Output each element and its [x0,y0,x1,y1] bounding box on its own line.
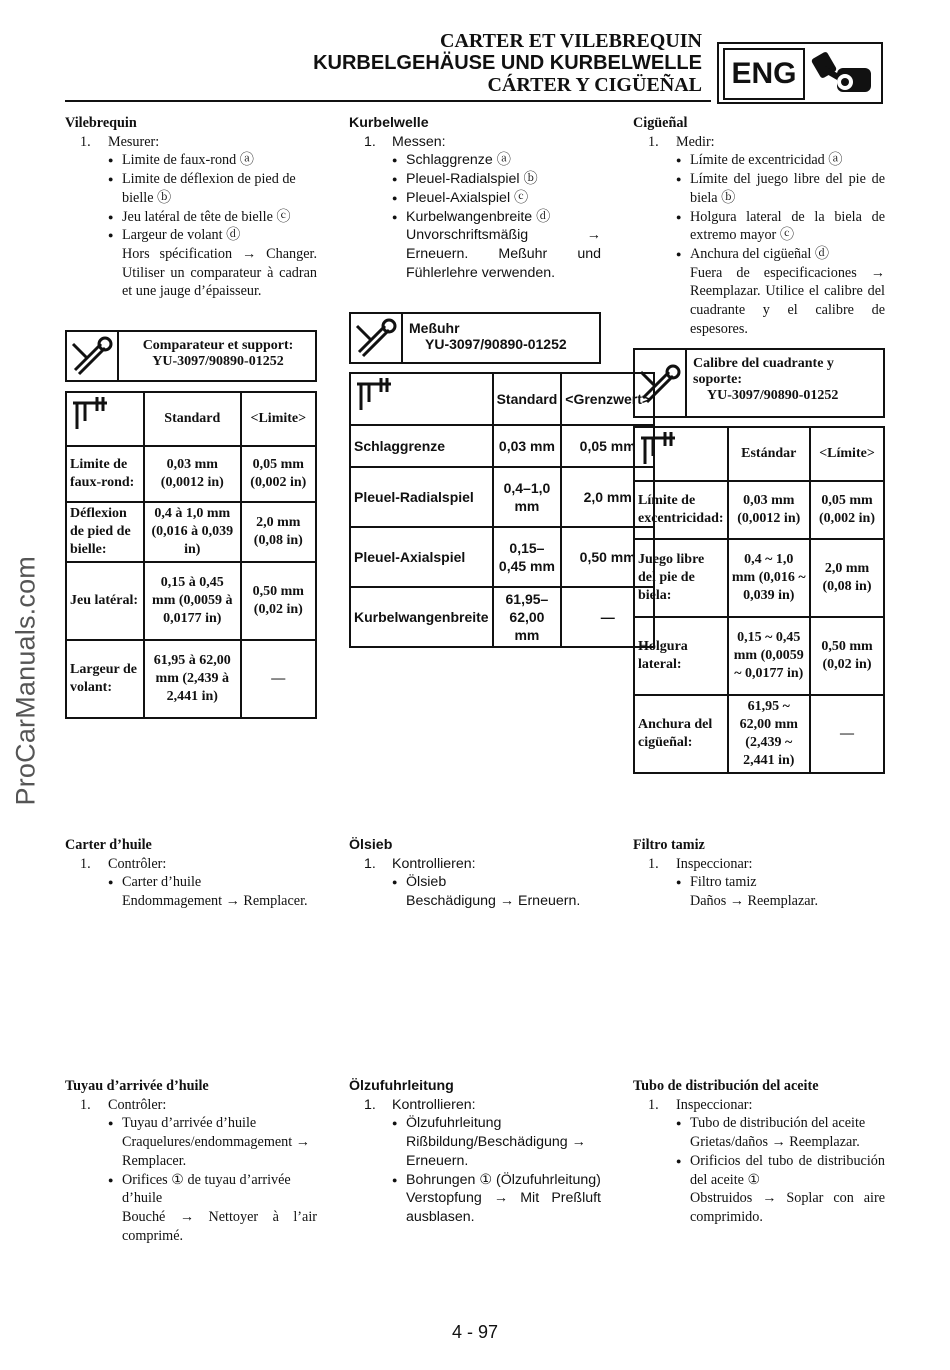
de-row-3-std: 0,15–0,45 mm [493,527,562,587]
special-tool-icon [635,350,687,416]
fr-row-4-std: 61,95 à 62,00 mm (2,439 à 2,441 in) [144,640,241,718]
page-header [313,30,702,96]
de-row-4-limit: — [561,587,654,647]
es-crank-step: 1. Medir: [648,133,715,150]
es-oilpipe-title: Tubo de distribución del aceite [633,1078,819,1094]
es-spec-table [633,426,885,774]
es-oilpipe-bullet-1-note: Grietas/daños → Reemplazar. [690,1134,860,1151]
fr-row-3-label: Jeu latéral: [66,562,144,640]
es-oilpipe-bullet-2-note: Obstruidos → Soplar con aire comprimido. [690,1190,885,1225]
caliper-icon [67,393,117,439]
de-row-3-label: Pleuel-Axialspiel [350,527,493,587]
es-crank-bullet-4-note: Fuera de especificaciones → Reemplazar. Utilice el calibre del cuadrante y el calibre de espesores. [690,264,885,337]
special-tool-icon [67,332,119,380]
fr-oilpan-section [65,836,317,911]
fr-oilpan-bullet-1: ● Carter d’huile [65,873,317,892]
fr-row-1-limit: 0,05 mm (0,002 in) [241,446,316,502]
de-row-1-limit: 0,05 mm [561,425,654,467]
fr-crank-bullet-1: ● Limite de faux-rond ⓐ [65,151,317,170]
es-oilpan-bullet-1-note: Daños → Reemplazar. [690,893,819,910]
fr-row-3-limit: 0,50 mm (0,02 in) [241,562,316,640]
fr-crank-step: 1. Mesurer: [80,133,160,150]
fr-row-1-label: Limite de faux-rond: [66,446,144,502]
es-crank-title: Cigüeñal [633,115,688,131]
fr-table-header-limit: <Limite> [241,392,316,446]
fr-row-4-label: Largeur de volant: [66,640,144,718]
de-crank-title: Kurbelwelle [349,115,429,131]
fr-tool-line1: Comparateur et support: [142,338,294,353]
es-row-4-std: 61,95 ~ 62,00 mm (2,439 ~ 2,441 in) [728,695,810,773]
de-row-3-limit: 0,50 mm [561,527,654,587]
de-oilpipe-section [349,1077,601,1227]
es-row-2-std: 0,4 ~ 1,0 mm (0,016 ~ 0,039 in) [728,539,810,617]
fr-crank-title: Vilebrequin [65,115,137,131]
de-row-2-label: Pleuel-Radialspiel [350,467,493,527]
special-tool-icon [351,314,403,362]
title-fr: CARTER ET VILEBREQUIN [440,30,702,52]
es-row-3-limit: 0,50 mm (0,02 in) [810,617,884,695]
de-oilpipe-step: 1. Kontrollieren: [364,1096,476,1113]
es-oilpan-section [633,836,885,911]
de-crank-bullet-4-note: Unvorschriftsmäßig → Erneuern. Meßuhr und Fühlerlehre verwenden. [406,227,601,281]
watermark: ProCarManuals.com [10,556,41,806]
es-crank-bullet-4: ● Anchura del cigüeñal ⓓ [633,245,885,264]
de-oilpipe-title: Ölzufuhrleitung [349,1078,454,1094]
fr-row-2-label: Déflexion de pied de bielle: [66,502,144,562]
es-oilpipe-bullet-2: ● Orificios del tubo de distribución del aceite ① [633,1152,885,1189]
de-row-4-std: 61,95–62,00 mm [493,587,562,647]
de-crank-bullet-1: ● Schlaggrenze ⓐ [349,151,601,170]
fr-row-3-std: 0,15 à 0,45 mm (0,0059 à 0,0177 in) [144,562,241,640]
fr-row-2-limit: 2,0 mm (0,08 in) [241,502,316,562]
es-tool-box [633,348,885,418]
fr-oilpipe-section [65,1077,317,1245]
de-crank-bullet-3: ● Pleuel-Axialspiel ⓒ [349,189,601,208]
eng-label: ENG [723,48,805,100]
de-table-header-limit: <Grenzwert> [561,373,654,425]
engine-crankshaft-icon [809,48,875,98]
fr-oilpan-step: 1. Contrôler: [80,855,167,872]
fr-crank-bullet-2: ● Limite de déflexion de pied de bielle ⓑ [65,170,317,207]
es-oilpipe-section [633,1077,885,1227]
header-rule [65,100,711,102]
de-oilpan-step: 1. Kontrollieren: [364,855,476,872]
eng-badge [717,42,883,104]
es-row-4-limit: — [810,695,884,773]
de-tool-line2: YU-3097/90890-01252 [425,336,567,352]
es-tool-line2: YU-3097/90890-01252 [707,388,839,403]
es-crank-bullet-1: ● Límite de excentricidad ⓐ [633,151,885,170]
fr-crank-bullet-3: ● Jeu latéral de tête de bielle ⓒ [65,208,317,227]
es-oilpipe-step: 1. Inspeccionar: [648,1096,753,1113]
fr-table-corner [66,392,144,446]
es-row-3-std: 0,15 ~ 0,45 mm (0,0059 ~ 0,0177 in) [728,617,810,695]
fr-row-1-std: 0,03 mm (0,0012 in) [144,446,241,502]
de-table-corner [350,373,493,425]
de-spec-table [349,372,655,648]
fr-crank-section [65,114,317,301]
es-table-header-standard: Estándar [728,427,810,481]
de-oilpan-title: Ölsieb [349,837,393,853]
fr-row-2-std: 0,4 à 1,0 mm (0,016 à 0,039 in) [144,502,241,562]
es-crank-bullet-2: ● Límite del juego libre del pie de biela ⓑ [633,170,885,207]
es-row-1-label: Límite de excentricidad: [634,481,728,539]
de-tool-line1: Meßuhr [409,320,460,336]
caliper-icon [635,428,685,474]
fr-oilpipe-bullet-1: ● Tuyau d’arrivée d’huile [65,1114,317,1133]
de-oilpipe-bullet-1-note: Rißbildung/Beschädigung → Erneuern. [406,1134,586,1169]
es-table-header-limit: <Límite> [810,427,884,481]
de-oilpipe-bullet-2: ● Bohrungen ① (Ölzufuhrleitung) [349,1171,601,1190]
fr-oilpan-title: Carter d’huile [65,837,152,853]
fr-oilpipe-bullet-1-note: Craquelures/endommagement → Remplacer. [122,1134,310,1169]
fr-row-4-limit: — [241,640,316,718]
fr-tool-line2: YU-3097/90890-01252 [152,354,284,369]
title-es: CÁRTER Y CIGÜEÑAL [487,74,702,96]
fr-oilpipe-step: 1. Contrôler: [80,1096,167,1113]
es-row-4-label: Anchura del cigüeñal: [634,695,728,773]
de-crank-step: 1. Messen: [364,133,446,150]
fr-table-header-standard: Standard [144,392,241,446]
fr-oilpipe-title: Tuyau d’arrivée d’huile [65,1078,209,1094]
caliper-icon [351,374,401,420]
de-row-1-std: 0,03 mm [493,425,562,467]
es-oilpipe-bullet-1: ● Tubo de distribución del aceite [633,1114,885,1133]
es-crank-bullet-3: ● Holgura lateral de la biela de extremo mayor ⓒ [633,208,885,245]
de-oilpipe-bullet-2-note: Verstopfung → Mit Preßluft ausblasen. [406,1190,601,1225]
es-oilpan-bullet-1: ● Filtro tamiz [633,873,885,892]
de-row-1-label: Schlaggrenze [350,425,493,467]
fr-oilpipe-bullet-2-note: Bouché → Nettoyer à l’air comprimé. [122,1208,317,1244]
es-table-corner [634,427,728,481]
es-row-1-limit: 0,05 mm (0,002 in) [810,481,884,539]
es-oilpan-step: 1. Inspeccionar: [648,855,753,872]
de-oilpipe-bullet-1: ● Ölzufuhrleitung [349,1114,601,1133]
es-row-3-label: Holgura lateral: [634,617,728,695]
de-oilpan-section [349,836,601,911]
fr-tool-box [65,330,317,382]
fr-crank-bullet-4: ● Largeur de volant ⓓ [65,226,317,245]
de-row-2-limit: 2,0 mm [561,467,654,527]
es-row-2-label: Juego libre del pie de biela: [634,539,728,617]
de-tool-box [349,312,601,364]
de-oilpan-bullet-1-note: Beschädigung → Erneuern. [406,893,581,910]
es-tool-line1: Calibre del cuadrante y soporte: [693,356,834,387]
es-row-1-std: 0,03 mm (0,0012 in) [728,481,810,539]
fr-oilpan-bullet-1-note: Endommagement → Remplacer. [122,893,308,910]
de-table-header-standard: Standard [493,373,562,425]
de-oilpan-bullet-1: ● Ölsieb [349,873,601,892]
de-crank-bullet-4: ● Kurbelwangenbreite ⓓ [349,208,601,227]
es-oilpan-title: Filtro tamiz [633,837,705,853]
de-row-4-label: Kurbelwangenbreite [350,587,493,647]
de-crank-section [349,114,601,282]
fr-oilpipe-bullet-2: ● Orifices ① de tuyau d’arrivée d’huile [65,1171,317,1208]
es-crank-section [633,114,885,338]
title-de: KURBELGEHÄUSE UND KURBELWELLE [313,52,702,74]
page-number: 4 - 97 [451,1322,499,1342]
fr-spec-table [65,391,317,719]
de-row-2-std: 0,4–1,0 mm [493,467,562,527]
es-row-2-limit: 2,0 mm (0,08 in) [810,539,884,617]
de-crank-bullet-2: ● Pleuel-Radialspiel ⓑ [349,170,601,189]
fr-crank-bullet-4-note: Hors spécification → Changer. Utiliser un comparateur à cadran et une jauge d’épaisseur. [122,245,317,300]
